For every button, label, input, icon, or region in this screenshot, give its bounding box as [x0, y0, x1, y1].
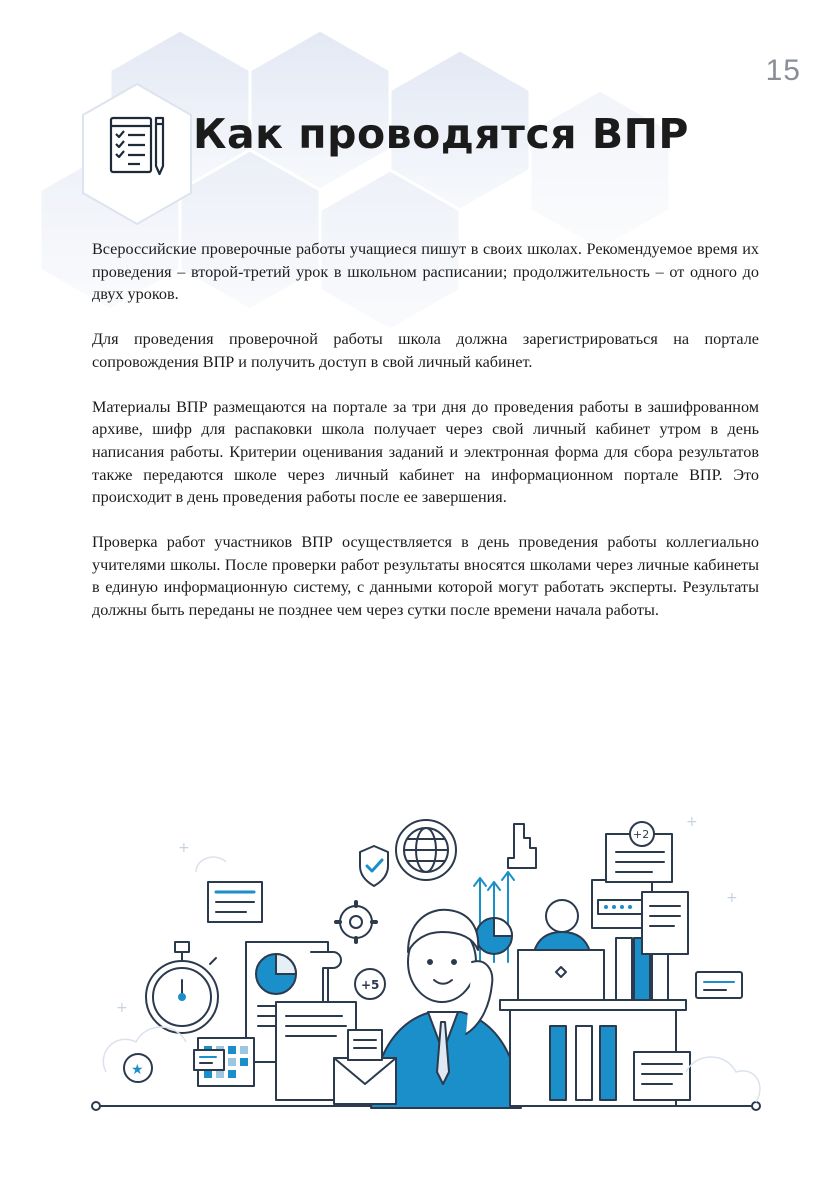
plus5-label: +5: [361, 978, 380, 992]
page-title: Как проводятся ВПР: [193, 110, 689, 158]
paragraph: Проверка работ участников ВПР осуществляется в день проведения работы коллегиально учителями школы. После проверки работ результаты вносятся школами через личные кабинеты в единую информационную систему, с данными которой могут работать эксперты. Результаты должны быть переданы не позднее чем через сутки после времени начала работы.: [92, 533, 759, 620]
plus2-label: +2: [633, 828, 650, 841]
svg-text:+: +: [178, 840, 190, 856]
checklist-icon: [78, 80, 196, 228]
paragraph: Всероссийские проверочные работы учащиеся пишут в своих школах. Рекомендуемое время их проведения – второй-третий урок в школьном расписании; продолжительность – от одного до двух уроков.: [92, 240, 759, 304]
body-text: [92, 238, 759, 644]
svg-text:+: +: [686, 814, 698, 830]
paragraph: Материалы ВПР размещаются на портале за три дня до проведения работы в зашифрованном архиве, шифр для распаковки школа получает через свой личный кабинет утром в день написания работы. Критерии оценивания заданий и электронная форма для сбора результатов также передаются школе через личный кабинет на информационном портале ВПР. Это происходит в день проведения работы после ее завершения.: [92, 397, 759, 507]
globe-icon: [396, 820, 456, 880]
svg-text:+: +: [116, 1000, 128, 1016]
page-number: 15: [765, 54, 801, 87]
svg-text:★: ★: [131, 1062, 144, 1078]
office-illustration: [86, 812, 766, 1122]
stopwatch-icon: [146, 942, 218, 1033]
svg-text:+: +: [726, 890, 738, 906]
paragraph: Для проведения проверочной работы школа должна зарегистрироваться на портале сопровождения ВПР и получить доступ в свой личный кабинет.: [92, 330, 759, 371]
